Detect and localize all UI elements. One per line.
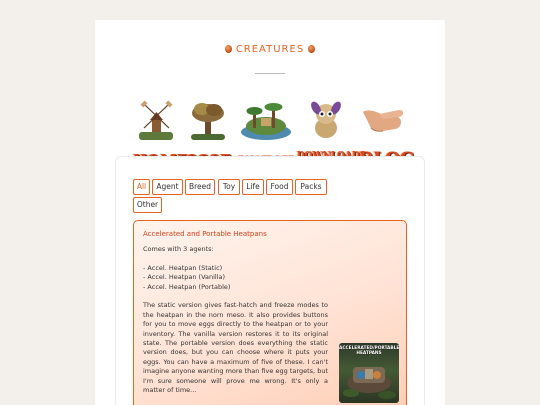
agent-list bbox=[143, 264, 328, 292]
amber-gem-icon bbox=[308, 45, 315, 53]
filter-packs-button[interactable]: Packs bbox=[295, 179, 327, 195]
amber-gem-icon bbox=[225, 45, 232, 53]
thumbnail-title: ACCELERATED/PORTABLE HEATPANS bbox=[339, 346, 399, 356]
windmill-icon bbox=[133, 98, 179, 143]
download-card[interactable] bbox=[133, 220, 407, 405]
site-title-text: CREATURES bbox=[235, 44, 305, 55]
title-divider bbox=[255, 73, 285, 74]
creature-icon bbox=[297, 98, 355, 143]
tree-icon bbox=[185, 98, 231, 143]
agent-list-item: - Accel. Heatpan (Portable) bbox=[143, 282, 231, 291]
agent-list-item: - Accel. Heatpan (Static) bbox=[143, 263, 223, 272]
filter-life-button[interactable]: Life bbox=[242, 179, 264, 195]
pointing-hand-icon bbox=[359, 98, 409, 143]
filter-other-button[interactable]: Other bbox=[133, 197, 162, 213]
filter-breed-button[interactable]: Breed bbox=[185, 179, 215, 195]
site-title bbox=[95, 44, 445, 55]
filter-food-button[interactable]: Food bbox=[266, 179, 293, 195]
content-panel bbox=[115, 156, 425, 405]
card-description: The static version gives fast-hatch and freeze modes to the heatpan in the norn meso. It also provides buttons for you to move eggs directly to the heatpan or to your inventory. The vanilla version restores it to its original state. The portable version does everything the static version does, but you can choose where it puts your eggs. You can have a maximum of five of these. I can't imagine anyone wanting more than five egg targets, but I'm sure someone will prove me wrong. It's only a matter of time... bbox=[143, 301, 328, 395]
filter-agent-button[interactable]: Agent bbox=[152, 179, 183, 195]
card-intro: Comes with 3 agents: bbox=[143, 245, 214, 253]
agent-list-item: - Accel. Heatpan (Vanilla) bbox=[143, 273, 226, 282]
card-thumbnail[interactable] bbox=[339, 343, 399, 403]
card-title[interactable]: Accelerated and Portable Heatpans bbox=[143, 230, 267, 238]
heatpan-machine-icon bbox=[339, 343, 399, 403]
filter-all-button[interactable]: All bbox=[133, 179, 150, 195]
page-container bbox=[95, 20, 445, 405]
filter-toy-button[interactable]: Toy bbox=[218, 179, 240, 195]
island-icon bbox=[239, 98, 293, 143]
card-body bbox=[143, 245, 328, 405]
